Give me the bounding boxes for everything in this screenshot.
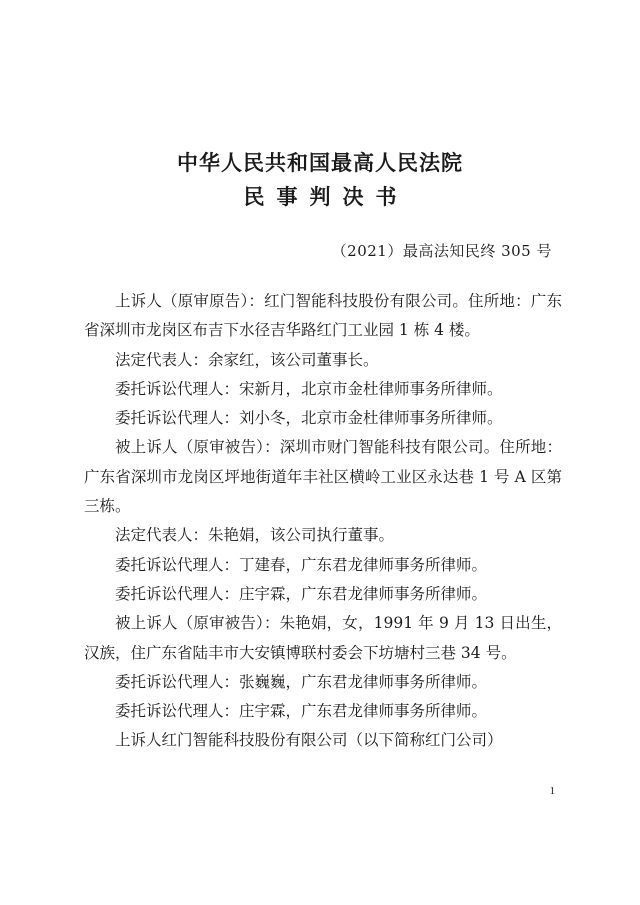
case-number: （2021）最高法知民终 305 号: [331, 242, 552, 260]
paragraph-appellant-agent-2: 委托诉讼代理人：刘小冬，北京市金杜律师事务所律师。: [115, 409, 503, 428]
paragraph-appellee-legal-rep: 法定代表人：朱艳娟，该公司执行董事。: [115, 526, 395, 545]
paragraph-appellee-person: 被上诉人（原审被告）：朱艳娟，女，1991 年 9 月 13 日出生，汉族，住广东省陆丰市大安镇博联村委会下坊塘村三巷 34 号。: [84, 614, 562, 662]
court-name-heading: 中华人民共和国最高人民法院: [177, 150, 463, 175]
paragraph-appellee-person-agent-2: 委托诉讼代理人：庄宇霖，广东君龙律师事务所律师。: [115, 702, 488, 721]
paragraph-appellee-company: 被上诉人（原审被告）：深圳市财门智能科技有限公司。住所地：广东省深圳市龙岗区坪地街道年丰社区横岭工业区永达巷 1 号 A 区第三栋。: [84, 438, 562, 516]
paragraph-appellant-agent-1: 委托诉讼代理人：宋新月，北京市金杜律师事务所律师。: [115, 379, 503, 398]
document-type-heading: 民事判决书: [243, 184, 409, 209]
paragraph-appellant-legal-rep: 法定代表人：余家红，该公司董事长。: [115, 350, 379, 369]
paragraph-appellee-person-agent-1: 委托诉讼代理人：张巍巍，广东君龙律师事务所律师。: [115, 672, 488, 691]
paragraph-case-intro: 上诉人红门智能科技股份有限公司（以下简称红门公司）: [115, 731, 503, 750]
paragraph-appellee-agent-2: 委托诉讼代理人：庄宇霖，广东君龙律师事务所律师。: [115, 584, 488, 603]
page-number: 1: [549, 785, 555, 797]
paragraph-appellee-agent-1: 委托诉讼代理人：丁建春，广东君龙律师事务所律师。: [115, 555, 488, 574]
judgment-body: [84, 287, 562, 756]
paragraph-appellant: 上诉人（原审原告）：红门智能科技股份有限公司。住所地：广东省深圳市龙岗区布吉下水径吉华路红门工业园 1 栋 4 楼。: [84, 292, 562, 340]
